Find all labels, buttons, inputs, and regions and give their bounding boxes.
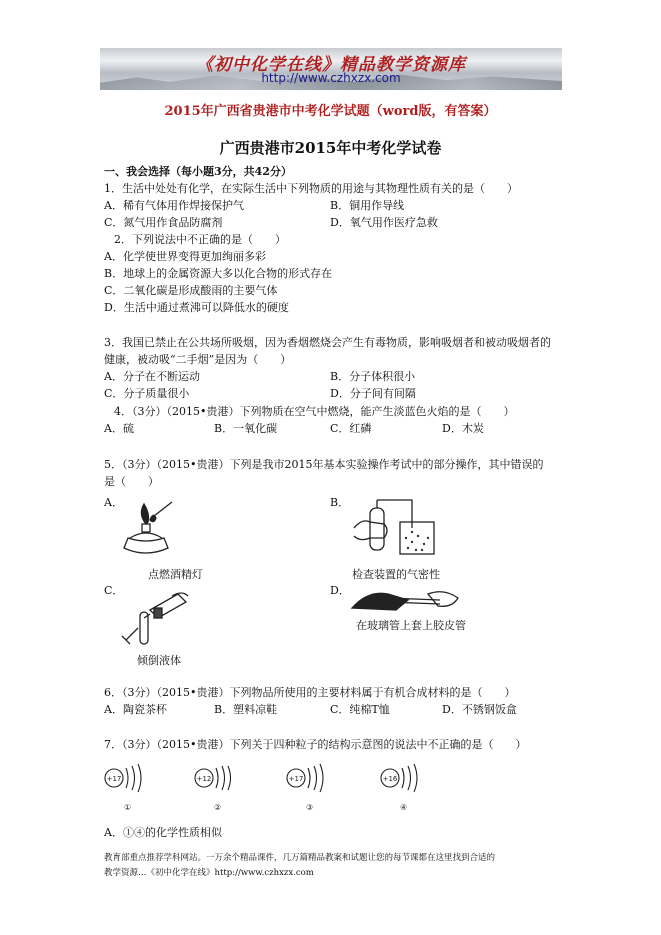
banner-url[interactable]: http://www.czhxzx.com: [261, 71, 401, 85]
svg-text:+16: +16: [382, 775, 398, 783]
svg-text:④: ④: [400, 803, 408, 812]
q4-option-a: A．硫: [104, 422, 134, 435]
q5-stem-line1: 5．（3分）（2015•贵港）下列是我市2015年基本实验操作考试中的部分操作，其中错误的: [104, 458, 544, 471]
footer-line-1: 教育部重点推荐学科网站。一万余个精品课件，几万篇精品教案和试题让您的每节课都在这里找到合适的: [104, 853, 496, 863]
q1-option-b: B．铜用作导线: [330, 199, 405, 212]
svg-text:+17: +17: [288, 775, 304, 783]
q6-option-c: C．纯棉T恤: [330, 703, 390, 716]
q5-caption-a: 点燃酒精灯: [148, 568, 203, 581]
q3-option-b: B．分子体积很小: [330, 370, 416, 383]
q1-stem: 1．生活中处处有化学，在实际生活中下列物质的用途与其物理性质有关的是（ ）: [104, 182, 518, 195]
q3-option-d: D．分子间有间隔: [330, 387, 416, 400]
q7-stem: 7．（3分）（2015•贵港）下列关于四种粒子的结构示意图的说法中不正确的是（ ）: [104, 738, 527, 751]
svg-text:①: ①: [124, 803, 132, 812]
q2-option-d: D．生活中通过煮沸可以降低水的硬度: [104, 301, 289, 314]
particle-2: [195, 766, 231, 812]
q5-stem-line2: 是（ ）: [104, 475, 159, 488]
q2-stem: 2．下列说法中不正确的是（ ）: [114, 233, 286, 246]
q3-stem-line1: 3．我国已禁止在公共场所吸烟，因为香烟燃烧会产生有毒物质，影响吸烟者和被动吸烟者的: [104, 336, 551, 349]
svg-text:③: ③: [306, 803, 314, 812]
q5-caption-b: 检查装置的气密性: [352, 568, 440, 581]
q1-option-c: C．氮气用作食品防腐剂: [104, 216, 223, 229]
pouring-liquid-illustration: [120, 588, 192, 648]
svg-text:②: ②: [214, 803, 222, 812]
q6-option-a: A．陶瓷茶杯: [104, 703, 167, 716]
document-title: 2015年广西省贵港市中考化学试题（word版，有答案）: [164, 104, 497, 119]
alcohol-lamp-illustration: [118, 498, 174, 558]
airtightness-check-illustration: [348, 498, 444, 558]
q3-option-a: A．分子在不断运动: [104, 370, 200, 383]
particle-structure-diagrams: [102, 758, 442, 818]
q1-option-a: A．稀有气体用作焊接保护气: [104, 199, 244, 212]
banner: [100, 48, 562, 90]
rubber-tube-illustration: [348, 586, 468, 614]
q3-option-c: C．分子质量很小: [104, 387, 190, 400]
q2-option-c: C．二氧化碳是形成酸雨的主要气体: [104, 284, 278, 297]
svg-text:+17: +17: [106, 775, 122, 783]
q5-option-c: C．: [104, 584, 124, 597]
q1-option-d: D．氧气用作医疗急救: [330, 216, 438, 229]
q5-option-d: D．: [330, 584, 350, 597]
q4-stem: 4．（3分）（2015•贵港）下列物质在空气中燃烧，能产生淡蓝色火焰的是（ ）: [114, 405, 515, 418]
footer-line-2: 教学资源…《初中化学在线》http://www.czhxzx.com: [104, 868, 314, 878]
q5-option-a: A．: [104, 496, 123, 509]
q2-option-b: B．地球上的金属资源大多以化合物的形式存在: [104, 267, 333, 280]
svg-text:+12: +12: [196, 775, 212, 783]
particle-3: [287, 764, 323, 812]
banner-title: 《初中化学在线》精品教学资源库: [196, 55, 466, 75]
q3-stem-line2: 健康，被动吸“二手烟”是因为（ ）: [104, 353, 292, 366]
particle-4: [381, 764, 417, 812]
q7-option-a: A．①④的化学性质相似: [104, 826, 222, 839]
q6-option-d: D．不锈钢饭盒: [442, 703, 517, 716]
q5-caption-d: 在玻璃管上套上胶皮管: [356, 619, 466, 632]
section-heading: 一、我会选择（每小题3分，共42分）: [104, 165, 292, 178]
q4-option-b: B．一氧化碳: [214, 422, 278, 435]
q6-stem: 6．（3分）（2015•贵港）下列物品所使用的主要材料属于有机合成材料的是（ ）: [104, 686, 516, 699]
q6-option-b: B．塑料凉鞋: [214, 703, 278, 716]
q4-option-d: D．木炭: [442, 422, 484, 435]
q5-caption-c: 倾倒液体: [137, 654, 181, 667]
q5-option-b: B．: [330, 496, 350, 509]
q4-option-c: C．红磷: [330, 422, 372, 435]
particle-1: [105, 764, 141, 812]
exam-title: 广西贵港市2015年中考化学试卷: [219, 139, 442, 157]
q2-option-a: A．化学使世界变得更加绚丽多彩: [104, 250, 266, 263]
